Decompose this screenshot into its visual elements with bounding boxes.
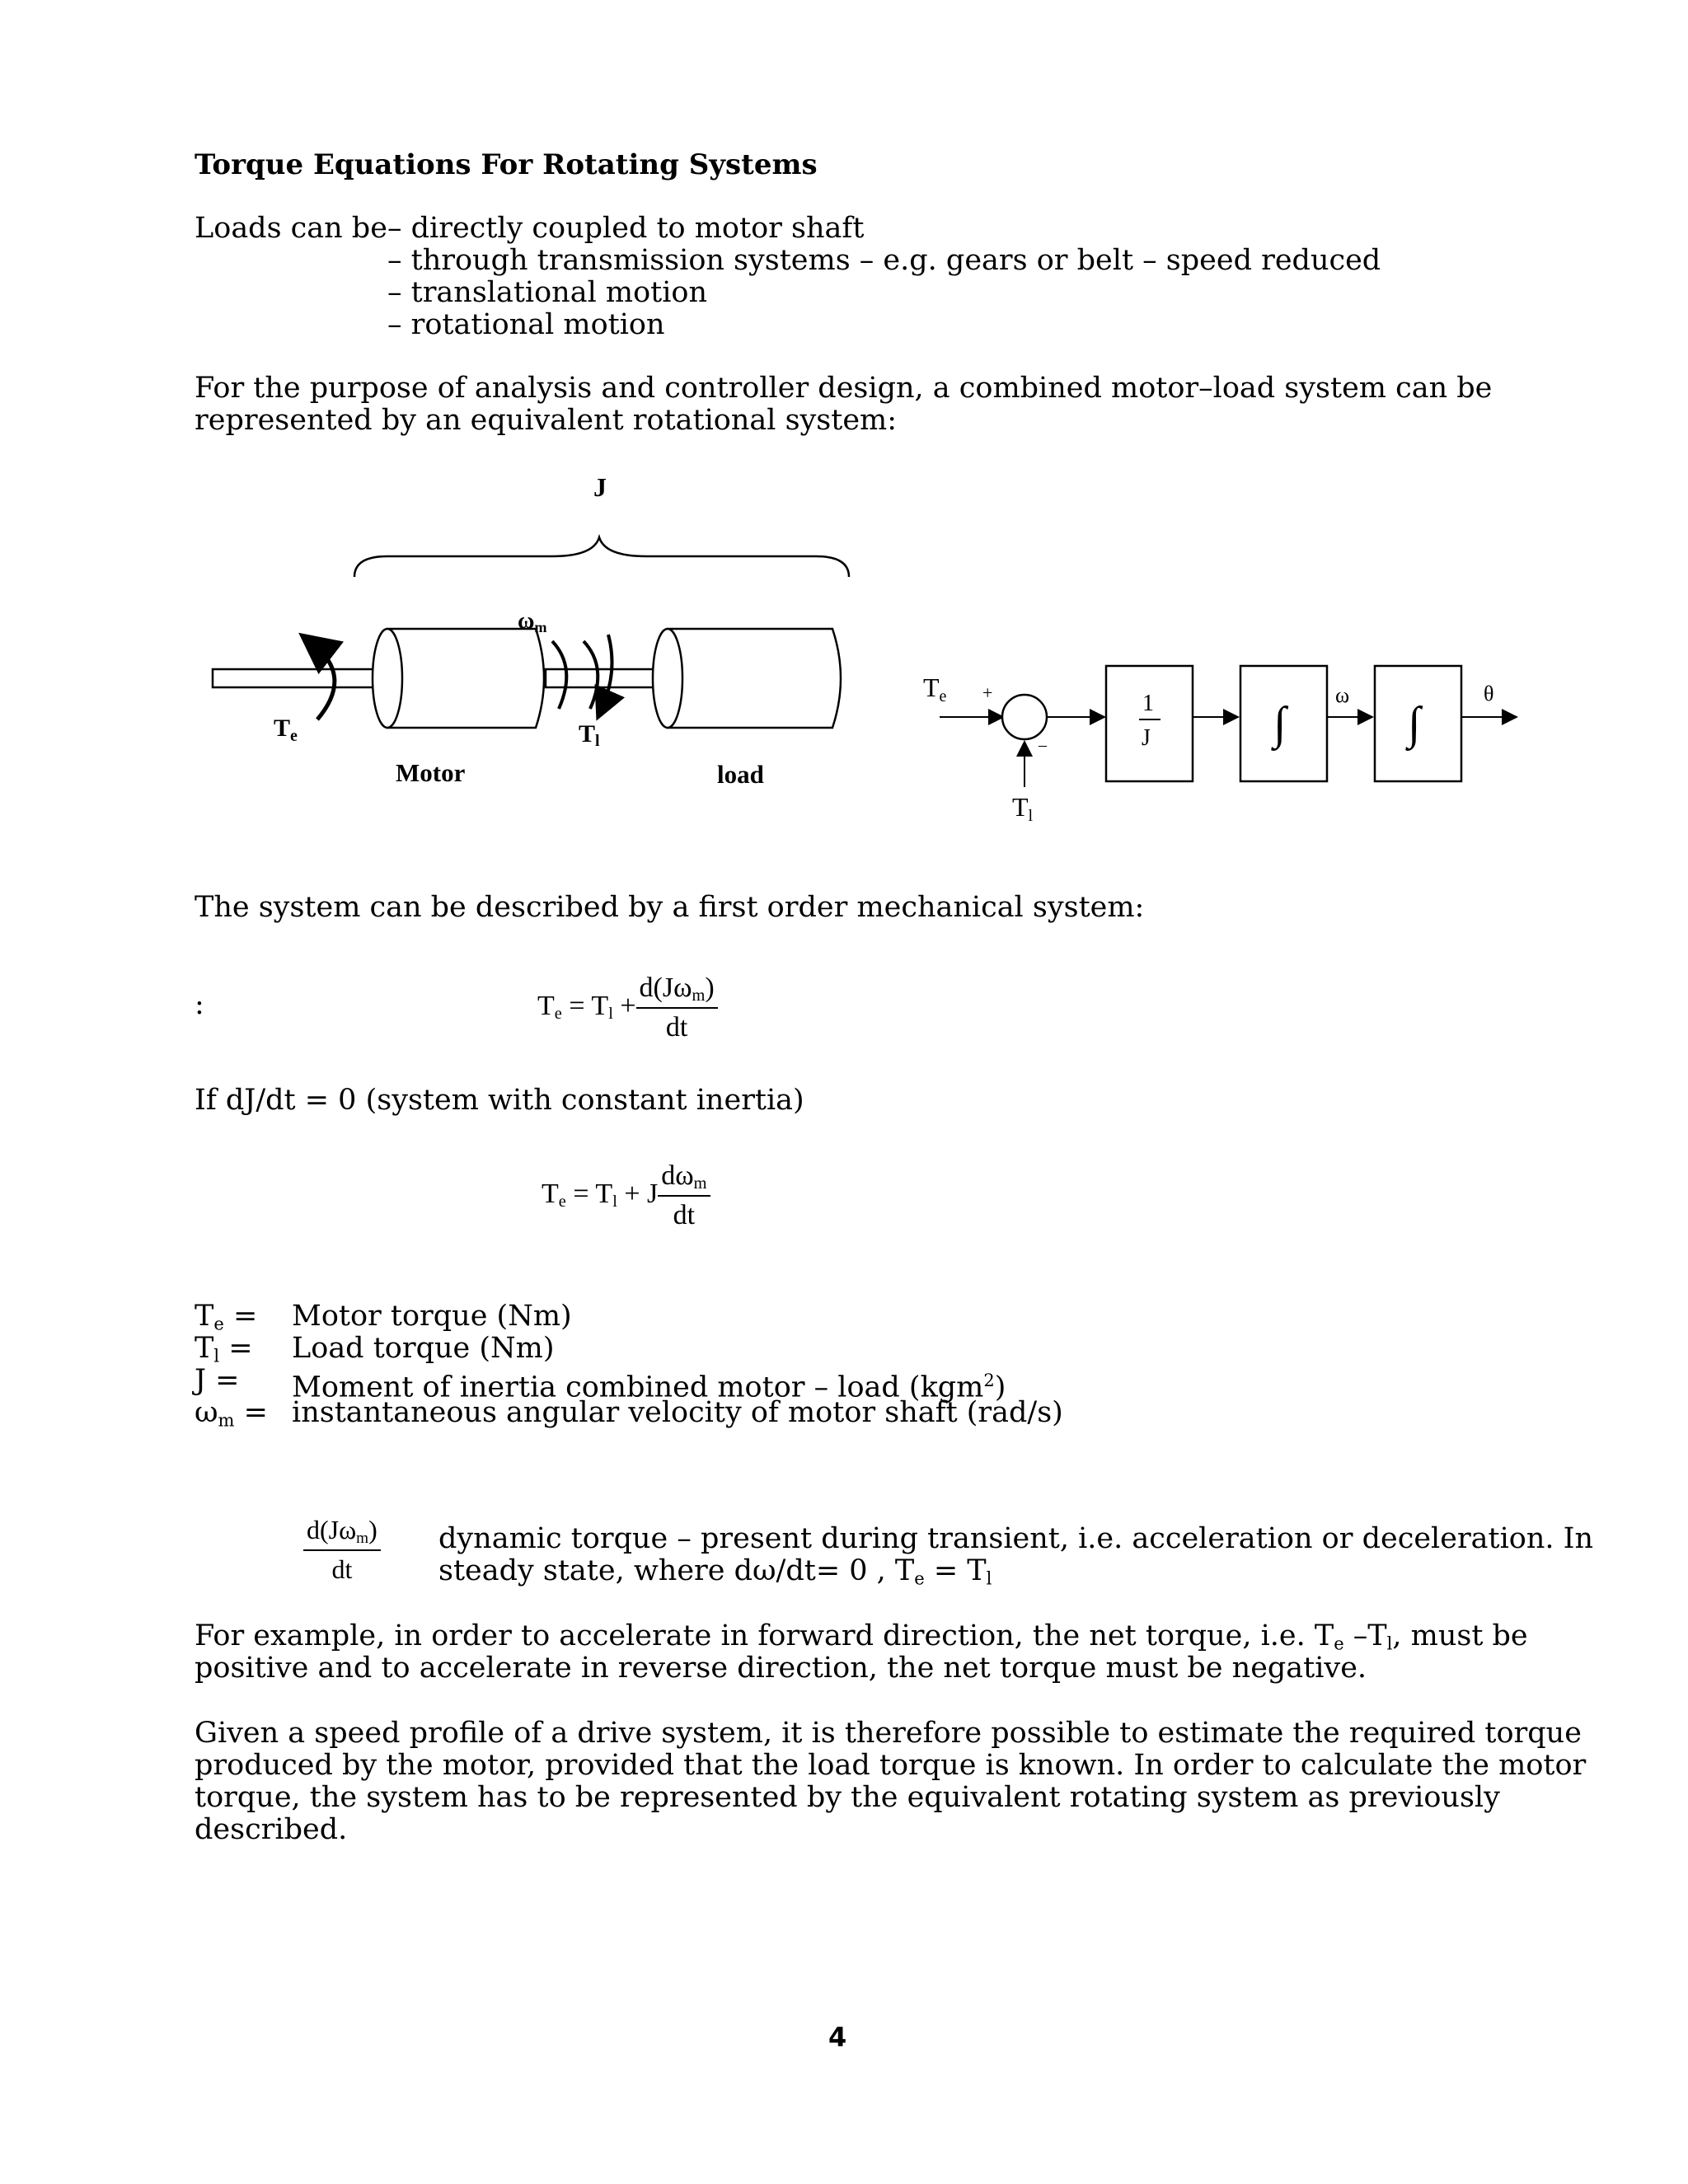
integrator-1: ∫ <box>1273 698 1287 749</box>
loads-lead: Loads can be <box>195 212 387 245</box>
gain-den: J <box>1142 725 1151 751</box>
loads-item-2: – through transmission systems – e.g. gears or belt – speed reduced <box>387 244 1381 277</box>
block-diagram <box>915 651 1541 832</box>
middle-shaft <box>546 669 669 687</box>
loads-item-4: – rotational motion <box>387 308 665 341</box>
loads-item-3: – translational motion <box>387 276 708 309</box>
tl-figure-label: Tl <box>579 720 600 750</box>
def-te-symbol: $T_e$ = <box>195 1300 258 1334</box>
te-figure-label: $T_e$ <box>274 715 298 745</box>
inertia-brace <box>354 537 849 577</box>
equation-2: $T_e = T_l + J$ $\frac{d\omega_m}{dt}$ <box>542 1160 710 1231</box>
gain-num: 1 <box>1142 691 1154 716</box>
left-shaft <box>213 669 374 687</box>
def-omega-desc: instantaneous angular velocity of motor shaft (rad/s) <box>292 1396 1063 1429</box>
integrator-2: ∫ <box>1408 698 1421 749</box>
equation-1: $T_e = T_l$ + $\frac{d(J\omega_m)}{dt}$ <box>537 972 718 1043</box>
speed-profile-line-4: described. <box>195 1813 348 1846</box>
example-line-2: positive and to accelerate in reverse direction, the net torque must be negative. <box>195 1652 1367 1685</box>
bd-input-label: Te <box>923 673 947 705</box>
first-order-text: The system can be described by a first order mechanical system: <box>195 891 1145 924</box>
speed-profile-line-3: torque, the system has to be represented by the equivalent rotating system as previously <box>195 1781 1500 1814</box>
omega-figure-label: ωm <box>518 608 547 635</box>
def-te-desc: Motor torque (Nm) <box>292 1300 572 1333</box>
motor-label: Motor <box>396 758 466 787</box>
bd-disturbance-label: Tl <box>1012 792 1034 825</box>
speed-profile-line-1: Given a speed profile of a drive system, it is therefore possible to estimate the required torque <box>195 1717 1582 1750</box>
motor-load-figure <box>190 462 865 841</box>
summing-junction <box>1002 695 1047 739</box>
dynamic-line-1: dynamic torque – present during transient, i.e. acceleration or deceleration. In <box>438 1522 1594 1555</box>
def-tl-symbol: $T_l$ = <box>195 1332 253 1366</box>
page-number: 4 <box>828 2022 847 2053</box>
page-title: Torque Equations For Rotating Systems <box>195 148 818 181</box>
gain-block <box>1106 666 1193 781</box>
dynamic-line-2: steady state, where dω/dt= 0 , $T_e = T_l$ <box>438 1554 992 1589</box>
brace-label: J <box>593 472 607 502</box>
bd-minus: – <box>1039 736 1047 754</box>
example-line-1: For example, in order to accelerate in forward direction, the net torque, i.e. $T_e$ $-T_l$, must be <box>195 1619 1528 1654</box>
intro-line-1: For the purpose of analysis and controller design, a combined motor–load system can be <box>195 372 1493 405</box>
dynamic-fraction: $\frac{d(J\omega_m)}{dt}$ <box>303 1515 381 1585</box>
def-omega-symbol: $\omega_m$ = <box>195 1396 268 1431</box>
def-j-desc: Moment of inertia combined motor – load (kgm$^2$) <box>292 1371 1006 1404</box>
motor-cylinder <box>387 629 544 728</box>
def-tl-desc: Load torque (Nm) <box>292 1332 555 1365</box>
load-cylinder <box>668 629 841 728</box>
intro-line-2: represented by an equivalent rotational system: <box>195 404 898 437</box>
bd-theta-label: θ <box>1484 682 1494 705</box>
loads-item-1: – directly coupled to motor shaft <box>387 212 865 245</box>
speed-profile-line-2: produced by the motor, provided that the load torque is known. In order to calculate the motor <box>195 1749 1587 1782</box>
load-label: load <box>717 760 764 789</box>
def-j-symbol: J = <box>195 1364 240 1397</box>
bd-omega-label: ω <box>1335 683 1350 707</box>
constant-inertia-text: If dJ/dt = 0 (system with constant inertia) <box>195 1084 804 1117</box>
bd-plus: + <box>982 682 993 703</box>
equation-colon: : <box>195 988 204 1021</box>
